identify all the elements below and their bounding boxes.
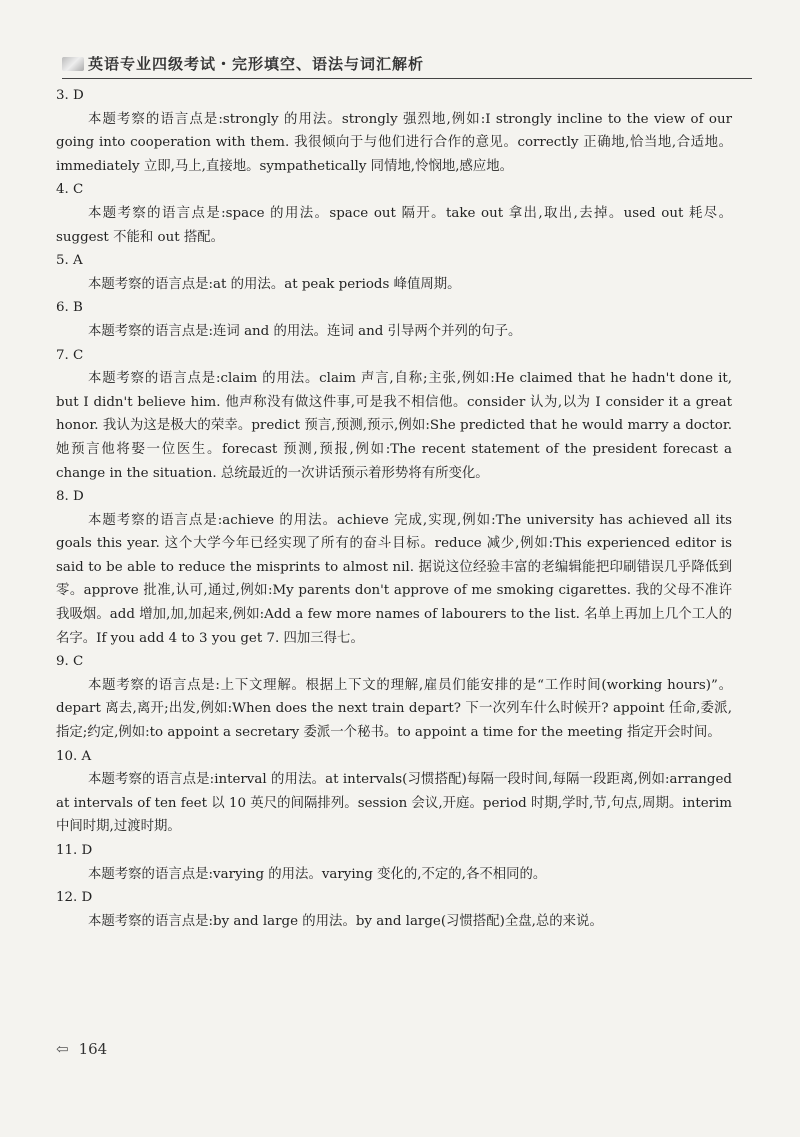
- question-number: 8. D: [56, 489, 84, 505]
- question-number: 5. A: [56, 253, 83, 269]
- explanation-paragraph: 本题考察的语言点是:连词 and 的用法。连词 and 引导两个并列的句子。: [88, 323, 522, 339]
- left-arrow-icon: ⇦: [56, 1040, 69, 1058]
- running-header: [62, 44, 752, 79]
- explanation-paragraph: 本题考察的语言点是:varying 的用法。varying 变化的,不定的,各不相同的。: [88, 866, 547, 882]
- page-footer: [56, 1040, 107, 1058]
- answer-explanations: [56, 84, 732, 933]
- question-number: 9. C: [56, 654, 84, 670]
- question-number: 12. D: [56, 890, 93, 906]
- explanation-paragraph: 本题考察的语言点是:strongly 的用法。strongly 强烈地,例如:I strongly incline to the view of our going into cooperation with them. 我很倾向于与他们进行合作的意见。correctly 正确地,恰当地,合适地。immediately 立即,马上,直接地。sympathetically 同情地,怜悯地,感应地。: [56, 111, 732, 174]
- question-number: 6. B: [56, 300, 83, 316]
- explanation-paragraph: 本题考察的语言点是:achieve 的用法。achieve 完成,实现,例如:The university has achieved all its goals this year. 这个大学今年已经实现了所有的奋斗目标。reduce 减少,例如:This experienced editor is said to be able to reduce the misprints to almost nil. 据说这位经验丰富的老编辑能把印刷错误几乎降低到零。approve 批准,认可,通过,例如:My parents don't approve of me smoking cigarettes. 我的父母不准许我吸烟。add 增加,加,加起来,例如:Add a few more names of labourers to the list. 名单上再加上几个工人的名字。If you add 4 to 3 you get 7. 四加三得七。: [56, 512, 732, 646]
- explanation-paragraph: 本题考察的语言点是:interval 的用法。at intervals(习惯搭配)每隔一段时间,每隔一段距离,例如:arranged at intervals of ten feet 以 10 英尺的间隔排列。session 会议,开庭。period 时期,学时,节,句点,周期。interim 中间时期,过渡时期。: [56, 772, 732, 835]
- explanation-paragraph: 本题考察的语言点是:claim 的用法。claim 声言,自称;主张,例如:He claimed that he hadn't done it, but I didn't believe him. 他声称没有做这件事,可是我不相信他。consider 认为,以为 I consider it a great honor. 我认为这是极大的荣幸。predict 预言,预测,预示,例如:She predicted that he would marry a doctor. 她预言他将娶一位医生。forecast 预测,预报,例如:The recent statement of the president forecast a change in the situation. 总统最近的一次讲话预示着形势将有所变化。: [56, 371, 732, 481]
- header-title: 英语专业四级考试・完形填空、语法与词汇解析: [88, 55, 425, 73]
- question-number: 7. C: [56, 347, 84, 363]
- explanation-paragraph: 本题考察的语言点是:at 的用法。at peak periods 峰值周期。: [88, 276, 461, 292]
- question-number: 4. C: [56, 182, 84, 198]
- explanation-paragraph: 本题考察的语言点是:上下文理解。根据上下文的理解,雇员们能安排的是“工作时间(working hours)”。depart 离去,离开;出发,例如:When does the next train depart? 下一次列车什么时候开? appoint 任命,委派,指定;约定,例如:to appoint a secretary 委派一个秘书。to appoint a time for the meeting 指定开会时间。: [56, 677, 732, 741]
- question-number: 3. D: [56, 88, 84, 103]
- page-number: 164: [78, 1040, 108, 1058]
- explanation-paragraph: 本题考察的语言点是:space 的用法。space out 隔开。take out 拿出,取出,去掉。used out 耗尽。suggest 不能和 out 搭配。: [56, 205, 732, 245]
- header-ornament-icon: [62, 57, 84, 71]
- question-number: 11. D: [56, 843, 93, 858]
- explanation-paragraph: 本题考察的语言点是:by and large 的用法。by and large(习惯搭配)全盘,总的来说。: [88, 913, 603, 929]
- question-number: 10. A: [56, 748, 92, 764]
